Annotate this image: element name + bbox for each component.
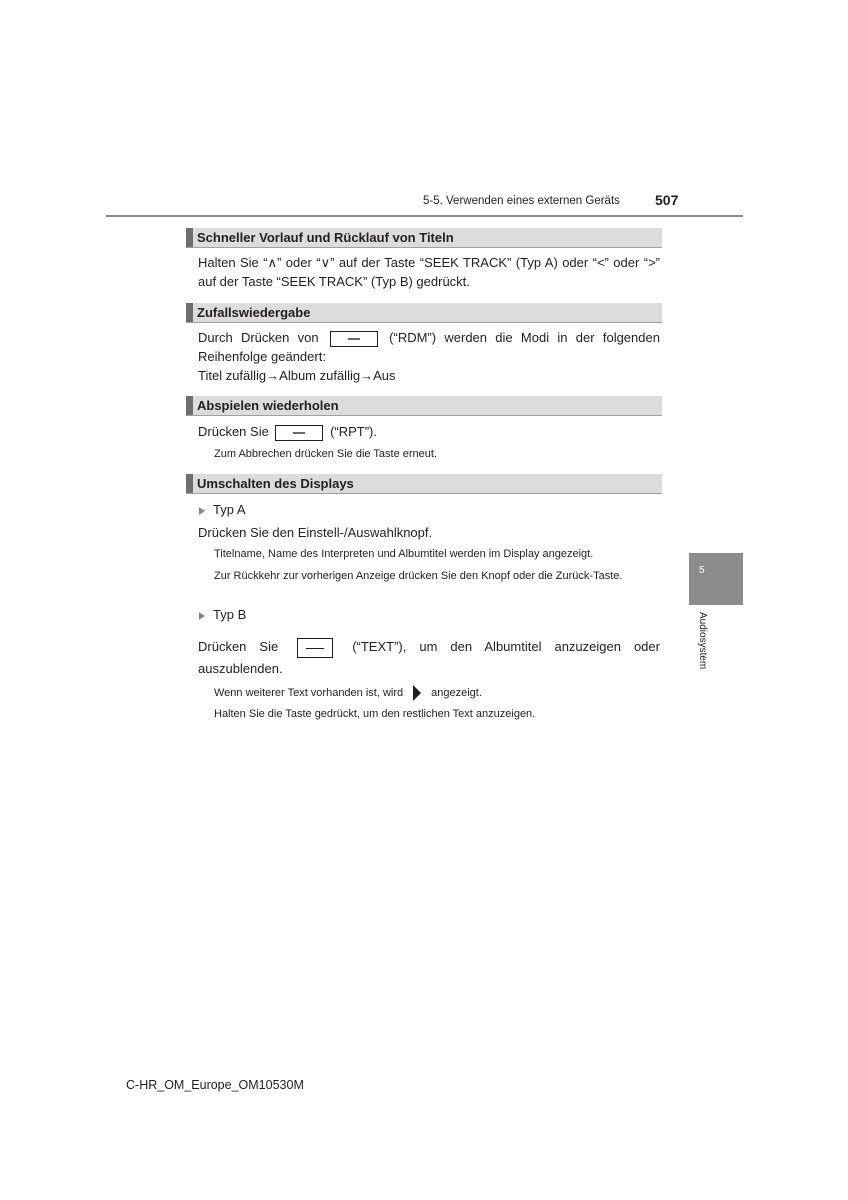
random-sequence: Titel zufällig→Album zufällig→Aus xyxy=(198,368,396,383)
repeat-text-before: Drücken Sie xyxy=(198,424,269,439)
section-bar-display xyxy=(186,474,662,494)
section-bar-fast xyxy=(186,228,662,248)
type-a-heading xyxy=(199,500,246,519)
right-triangle-icon xyxy=(413,685,421,701)
section-title-repeat: Abspielen wiederholen xyxy=(197,398,339,413)
chapter-tab xyxy=(689,553,743,605)
type-b-note1-after: angezeigt. xyxy=(431,687,482,699)
type-b-text-before: Drücken Sie xyxy=(198,639,279,654)
chapter-label: Audiosystem xyxy=(697,612,708,670)
type-b-note1 xyxy=(214,685,482,701)
random-text xyxy=(198,328,660,366)
bullet-triangle-icon xyxy=(199,612,205,620)
type-b-text-after: (“TEXT”), um den Albumtitel anzuzeigen oder auszublenden. xyxy=(198,639,660,676)
type-a-note1: Titelname, Name des Interpreten und Albumtitel werden im Display angezeigt. xyxy=(214,548,594,560)
repeat-text-after: (“RPT”). xyxy=(330,424,377,439)
chapter-number: 5 xyxy=(699,565,705,576)
random-text-before: Durch Drücken von xyxy=(198,330,319,345)
footer-code: C-HR_OM_Europe_OM10530M xyxy=(126,1078,304,1092)
section-bar-random xyxy=(186,303,662,323)
section-title-fast: Schneller Vorlauf und Rücklauf von Titeln xyxy=(197,230,454,245)
type-a-text: Drücken Sie den Einstell-/Auswahlknopf. xyxy=(198,525,433,540)
random-text-after: (“RDM”) werden die Modi in der folgenden Reihenfolge geändert: xyxy=(198,330,660,364)
section-title-display: Umschalten des Displays xyxy=(197,476,354,491)
text-button-icon xyxy=(297,638,333,658)
rpt-button-icon xyxy=(275,425,323,441)
section-bar-repeat xyxy=(186,396,662,416)
type-b-heading xyxy=(199,605,246,624)
bullet-triangle-icon xyxy=(199,507,205,515)
type-a-note2: Zur Rückkehr zur vorherigen Anzeige drücken Sie den Knopf oder die Zurück-Taste. xyxy=(214,570,623,582)
fast-text: Halten Sie “∧” oder “∨” auf der Taste “SEEK TRACK” (Typ A) oder “<” oder “>” auf der Taste “SEEK TRACK” (Typ B) gedrückt. xyxy=(198,255,660,289)
type-b-text xyxy=(198,636,660,680)
header-section-title: 5-5. Verwenden eines externen Geräts xyxy=(423,195,620,207)
repeat-text xyxy=(198,422,377,441)
type-b-note1-before: Wenn weiterer Text vorhanden ist, wird xyxy=(214,687,404,699)
type-a-label: Typ A xyxy=(213,502,246,517)
page-number: 507 xyxy=(655,192,679,208)
section-title-random: Zufallswiedergabe xyxy=(197,305,311,320)
type-b-label: Typ B xyxy=(213,607,247,622)
repeat-note: Zum Abbrechen drücken Sie die Taste erneut. xyxy=(214,448,437,460)
type-b-note2: Halten Sie die Taste gedrückt, um den restlichen Text anzuzeigen. xyxy=(214,708,536,720)
rdm-button-icon xyxy=(330,331,378,347)
header-rule xyxy=(106,215,743,217)
